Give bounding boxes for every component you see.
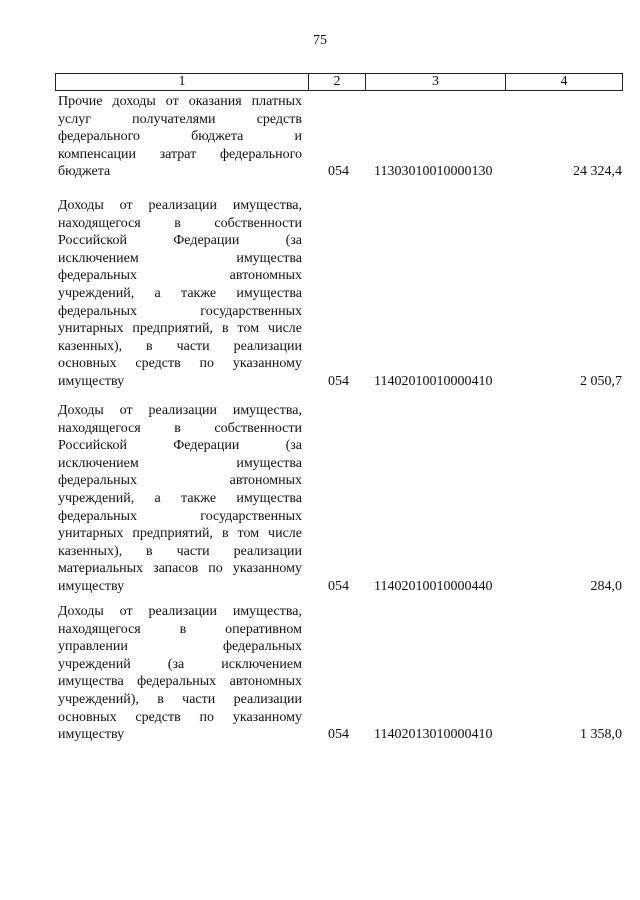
row-description bbox=[58, 603, 302, 744]
description-line: находящегося в собственности bbox=[58, 420, 302, 436]
description-line: имущества федеральных автономных bbox=[58, 674, 302, 690]
table-row bbox=[58, 197, 622, 391]
description-line: унитарных предприятий, в том числе bbox=[58, 321, 302, 337]
description-line: исключением имущества bbox=[58, 250, 302, 266]
row-admin-code: 054 bbox=[328, 164, 349, 180]
row-admin-code: 054 bbox=[328, 373, 349, 389]
description-line: материальных запасов по указанному bbox=[58, 561, 302, 577]
description-line: федеральных государственных bbox=[58, 303, 302, 319]
description-line: учреждений (за исключением bbox=[58, 656, 302, 672]
description-line: учреждений, а также имущества bbox=[58, 285, 302, 301]
description-line: основных средств по указанному bbox=[58, 356, 302, 372]
header-col-3: 3 bbox=[366, 74, 506, 90]
table-row bbox=[58, 603, 622, 744]
description-line: учреждений, а также имущества bbox=[58, 490, 302, 506]
description-line: исключением имущества bbox=[58, 455, 302, 471]
description-line: находящегося в собственности bbox=[58, 215, 302, 231]
row-admin-code: 054 bbox=[328, 727, 349, 743]
row-amount: 24 324,4 bbox=[573, 164, 622, 180]
description-line: имуществу bbox=[58, 727, 125, 743]
description-line: находящегося в оперативном bbox=[58, 621, 302, 637]
description-line: управлении федеральных bbox=[58, 639, 302, 655]
description-line: бюджета bbox=[58, 164, 111, 180]
header-col-1: 1 bbox=[56, 74, 309, 90]
table-row bbox=[58, 402, 622, 596]
description-line: Доходы от реализации имущества, bbox=[58, 403, 302, 418]
table-row bbox=[58, 93, 622, 181]
description-line: компенсации затрат федерального bbox=[58, 146, 302, 162]
description-line: федерального бюджета и bbox=[58, 129, 302, 145]
row-budget-code: 11402013010000410 bbox=[374, 727, 493, 743]
description-line: основных средств по указанному bbox=[58, 709, 302, 725]
description-line: услуг получателями средств bbox=[58, 111, 302, 127]
description-line: имуществу bbox=[58, 373, 125, 389]
description-line: Доходы от реализации имущества, bbox=[58, 604, 302, 619]
row-amount: 2 050,7 bbox=[580, 373, 622, 389]
row-description bbox=[58, 197, 302, 391]
description-line: федеральных государственных bbox=[58, 508, 302, 524]
row-budget-code: 11303010010000130 bbox=[374, 164, 493, 180]
description-line: Доходы от реализации имущества, bbox=[58, 198, 302, 213]
row-budget-code: 11402010010000440 bbox=[374, 578, 493, 594]
description-line: казенных), в части реализации bbox=[58, 543, 302, 559]
description-line: казенных), в части реализации bbox=[58, 338, 302, 354]
row-admin-code: 054 bbox=[328, 578, 349, 594]
row-description bbox=[58, 93, 302, 181]
row-budget-code: 11402010010000410 bbox=[374, 373, 493, 389]
row-amount: 1 358,0 bbox=[580, 727, 622, 743]
row-amount: 284,0 bbox=[590, 578, 622, 594]
header-col-4: 4 bbox=[560, 74, 568, 89]
description-line: учреждений), в части реализации bbox=[58, 691, 302, 707]
description-line: унитарных предприятий, в том числе bbox=[58, 526, 302, 542]
description-line: Прочие доходы от оказания платных bbox=[58, 94, 302, 109]
description-line: имуществу bbox=[58, 578, 125, 594]
description-line: Российской Федерации (за bbox=[58, 233, 302, 249]
description-line: Российской Федерации (за bbox=[58, 438, 302, 454]
page-number: 75 bbox=[313, 33, 327, 48]
row-description bbox=[58, 402, 302, 596]
header-col-2: 2 bbox=[309, 74, 366, 90]
description-line: федеральных автономных bbox=[58, 473, 302, 489]
description-line: федеральных автономных bbox=[58, 268, 302, 284]
table-header bbox=[55, 73, 623, 91]
